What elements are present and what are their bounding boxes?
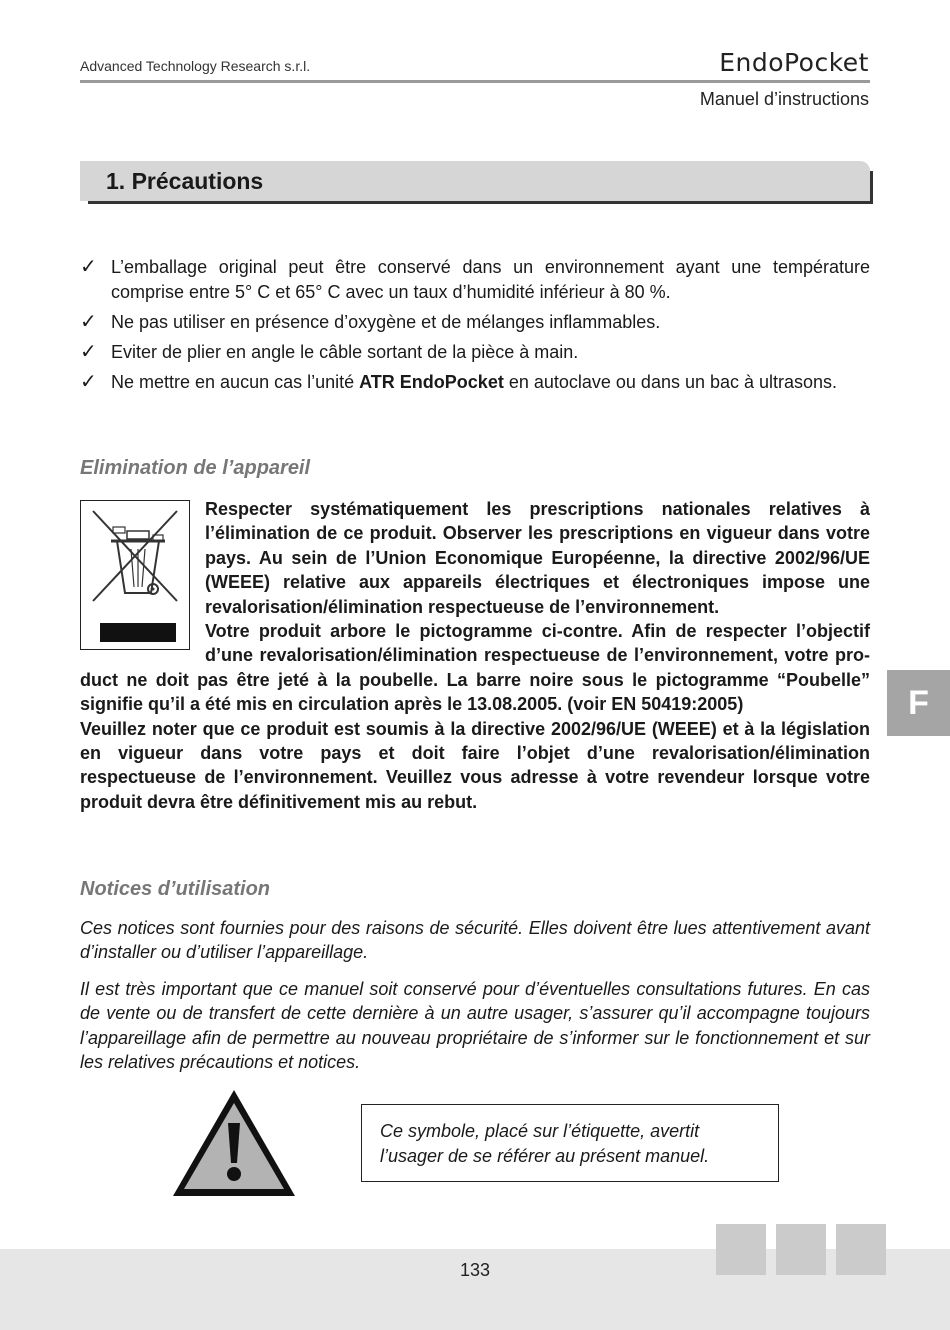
header-rule [80, 80, 870, 83]
precautions-list [80, 255, 870, 400]
checkmark-icon: ✓ [80, 311, 97, 333]
symbol-caption-box [361, 1104, 779, 1182]
precaution-item [80, 310, 870, 335]
checkmark-icon: ✓ [80, 371, 97, 393]
precaution-item [80, 370, 870, 395]
elimination-paragraph: Votre produit arbore le pictogramme ci-contre. Afin de respecter l’objectif d’une revalorisation/élimination respectueuse de l’environnement, votre product ne doit pas être jeté à la poubelle. La barre noire sous le pictogramme “Poubelle” signifie qu’il a été mis en circulation après le 13.08.2005. (voir EN 50419:2005) [80, 621, 870, 715]
section-heading-bar [80, 161, 870, 201]
company-name: Advanced Technology Research s.r.l. [80, 58, 311, 74]
precaution-item [80, 255, 870, 305]
checkmark-icon: ✓ [80, 341, 97, 363]
product-name: ATR EndoPocket [359, 372, 504, 392]
elimination-heading: Elimination de l’appareil [80, 457, 311, 479]
notices-heading: Notices d’utilisation [80, 878, 271, 900]
symbol-caption: Ce symbole, placé sur l’étiquette, avertit l’usager de se référer au présent manuel. [380, 1121, 710, 1166]
notices-paragraph: Ces notices sont fournies pour des raisons de sécurité. Elles doivent être lues attentivement avant d’installer ou d’utiliser l’appareillage. [80, 918, 870, 963]
precaution-item [80, 340, 870, 365]
precaution-text-post: en autoclave ou dans un bac à ultrasons. [503, 372, 838, 392]
elimination-text [80, 497, 870, 814]
precaution-text: Ne pas utiliser en présence d’oxygène et de mélanges inflammables. [111, 312, 661, 332]
precaution-text: Eviter de plier en angle le câble sortant de la pièce à main. [111, 342, 579, 362]
brand-logo: EndoPocket [719, 48, 869, 77]
precaution-text: L’emballage original peut être conservé dans un environnement ayant une température comprise entre 5° C et 65° C avec un taux d’humidité inférieur à 80 %. [111, 257, 870, 302]
elimination-paragraph: Respecter systématiquement les prescriptions nationales relatives à l’élimination de ce produit. Observer les prescriptions en vigueur dans votre pays. Au sein de l’Union Economique Européenne, la directive 2002/96/UE (WEEE) relative aux appareils électriques et électroniques impose une revalorisation/élimination respectueuse de l’environnement. [205, 499, 870, 617]
warning-icon [170, 1087, 298, 1199]
language-tab-label: F [908, 684, 929, 722]
notices-paragraph: Il est très important que ce manuel soit conservé pour d’éventuelles consultations futures. En cas de vente ou de transfert de cette dernière à un autre usager, s’assurer qu’il accompagne toujours l’appareillage afin de permettre au nouveau propriétaire de s’informer sur le fonctionnement et sur les relatives précautions et notices. [80, 979, 870, 1073]
elimination-paragraph: Veuillez noter que ce produit est soumis à la directive 2002/96/UE (WEEE) et à la législation en vigueur dans votre pays et doit faire l’objet d’une revalorisation/élimination respectueuse de l’environnement. Veuillez vous adresse à votre revendeur lorsque votre produit devra être définitivement mis au rebut. [80, 718, 870, 812]
section-title: 1. Précautions [106, 168, 264, 194]
manual-subtitle: Manuel d’instructions [699, 89, 869, 109]
checkmark-icon: ✓ [80, 256, 97, 278]
precaution-text-pre: Ne mettre en aucun cas l’unité [111, 372, 360, 392]
page-number: 133 [459, 1260, 491, 1280]
language-tab [887, 670, 950, 736]
